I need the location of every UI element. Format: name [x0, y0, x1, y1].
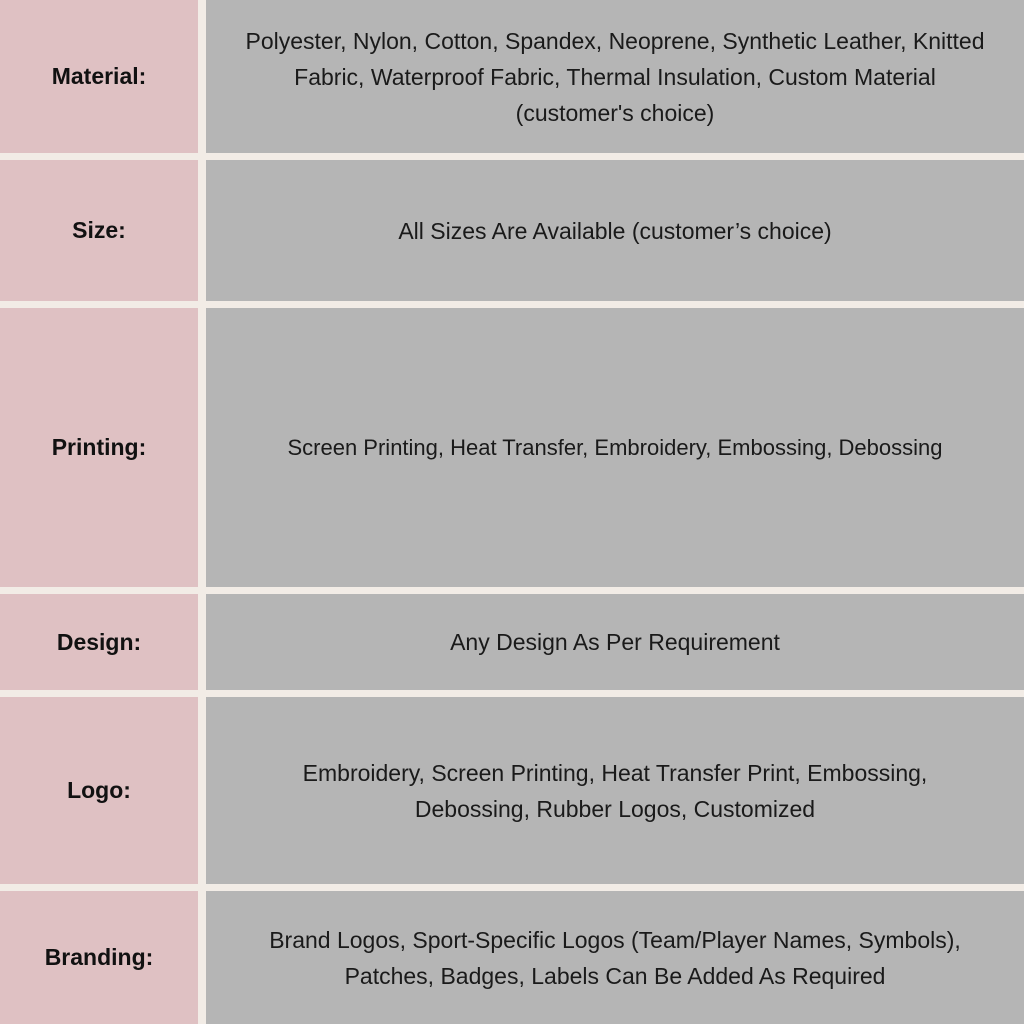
- row-value-cell-printing: [206, 308, 1024, 587]
- row-label-logo: Logo:: [67, 777, 131, 803]
- row-value-cell-size: [206, 160, 1024, 301]
- row-label-branding: Branding:: [44, 944, 154, 970]
- row-label-cell-printing: [0, 308, 198, 587]
- row-label-size: Size:: [72, 217, 126, 243]
- row-value-size: All Sizes Are Available (customer’s choice): [398, 217, 832, 244]
- row-value-material: Polyester, Nylon, Cotton, Spandex, Neoprene, Synthetic Leather, Knitted Fabric, Waterproof Fabric, Thermal Insulation, Custom Material (customer's choice): [245, 27, 985, 126]
- row-value-cell-branding: [206, 891, 1024, 1024]
- row-value-cell-logo: [206, 697, 1024, 884]
- row-label-cell-size: [0, 160, 198, 301]
- row-value-printing: Screen Printing, Heat Transfer, Embroidery, Embossing, Debossing: [287, 434, 943, 460]
- row-value-cell-design: [206, 594, 1024, 690]
- row-label-cell-design: [0, 594, 198, 690]
- row-label-cell-branding: [0, 891, 198, 1024]
- row-label-material: Material:: [51, 63, 147, 89]
- row-value-logo: Embroidery, Screen Printing, Heat Transfer Print, Embossing, Debossing, Rubber Logos, Customized: [302, 759, 928, 822]
- row-value-cell-material: [206, 0, 1024, 153]
- row-value-branding: Brand Logos, Sport-Specific Logos (Team/Player Names, Symbols), Patches, Badges, Labels Can Be Added As Required: [269, 926, 961, 989]
- row-label-design: Design:: [56, 628, 142, 655]
- row-label-cell-material: [0, 0, 198, 153]
- row-label-cell-logo: [0, 697, 198, 884]
- row-label-printing: Printing:: [51, 434, 147, 460]
- row-value-design: Any Design As Per Requirement: [450, 629, 780, 655]
